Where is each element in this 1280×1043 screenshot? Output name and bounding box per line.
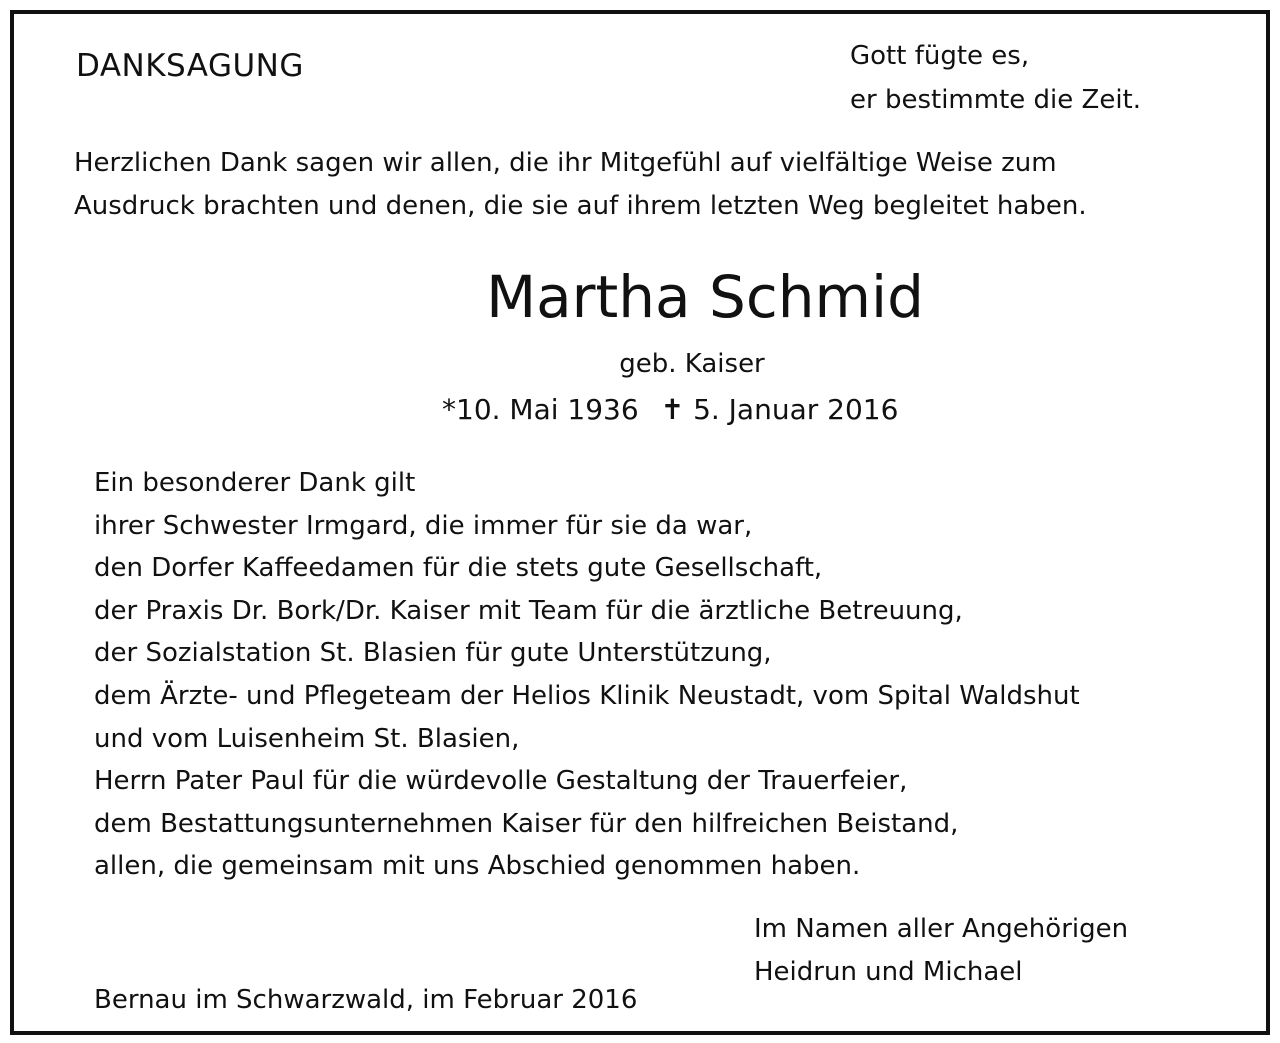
place-and-date: Bernau im Schwarzwald, im Februar 2016 [94,985,638,1015]
motto-line-2: er bestimmte die Zeit. [850,85,1142,115]
notice-frame [10,10,1270,1035]
thanks-line: Herrn Pater Paul für die würdevolle Gestaltung der Trauerfeier, [94,766,908,797]
maiden-name: geb. Kaiser [619,349,765,379]
intro-line-1: Herzlichen Dank sagen wir allen, die ihr Mitgefühl auf vielfältige Weise zum [74,148,1057,178]
closing-line-2: Heidrun und Michael [754,957,1023,987]
death-date: 5. Januar 2016 [693,393,899,426]
notice-heading: DANKSAGUNG [76,48,304,84]
thanks-line: dem Ärzte- und Pflegeteam der Helios Klinik Neustadt, vom Spital Waldshut [94,680,1080,711]
thanks-line: dem Bestattungsunternehmen Kaiser für den hilfreichen Beistand, [94,808,959,839]
thanks-line: Ein besonderer Dank gilt [94,468,416,498]
thanks-line: den Dorfer Kaffeedamen für die stets gute Gesellschaft, [94,553,823,584]
thanks-list [94,462,1080,888]
thanks-line: der Sozialstation St. Blasien für gute Unterstützung, [94,638,772,669]
thanks-line: der Praxis Dr. Bork/Dr. Kaiser mit Team für die ärztliche Betreuung, [94,595,963,626]
thanks-line: und vom Luisenheim St. Blasien, [94,723,520,754]
motto [850,34,1141,122]
closing-line-1: Im Namen aller Angehörigen [754,914,1129,944]
intro-text [74,142,1087,228]
birth-date: *10. Mai 1936 [442,393,639,426]
intro-line-2: Ausdruck brachten und denen, die sie auf ihrem letzten Weg begleitet haben. [74,191,1087,221]
thanks-line: ihrer Schwester Irmgard, die immer für sie da war, [94,510,753,541]
deceased-name: Martha Schmid [486,263,924,331]
closing-signature [754,908,1128,994]
life-dates [442,390,898,430]
cross-icon: ✝ [660,393,685,426]
thanks-line: allen, die gemeinsam mit uns Abschied genommen haben. [94,851,861,882]
motto-line-1: Gott fügte es, [850,41,1030,71]
